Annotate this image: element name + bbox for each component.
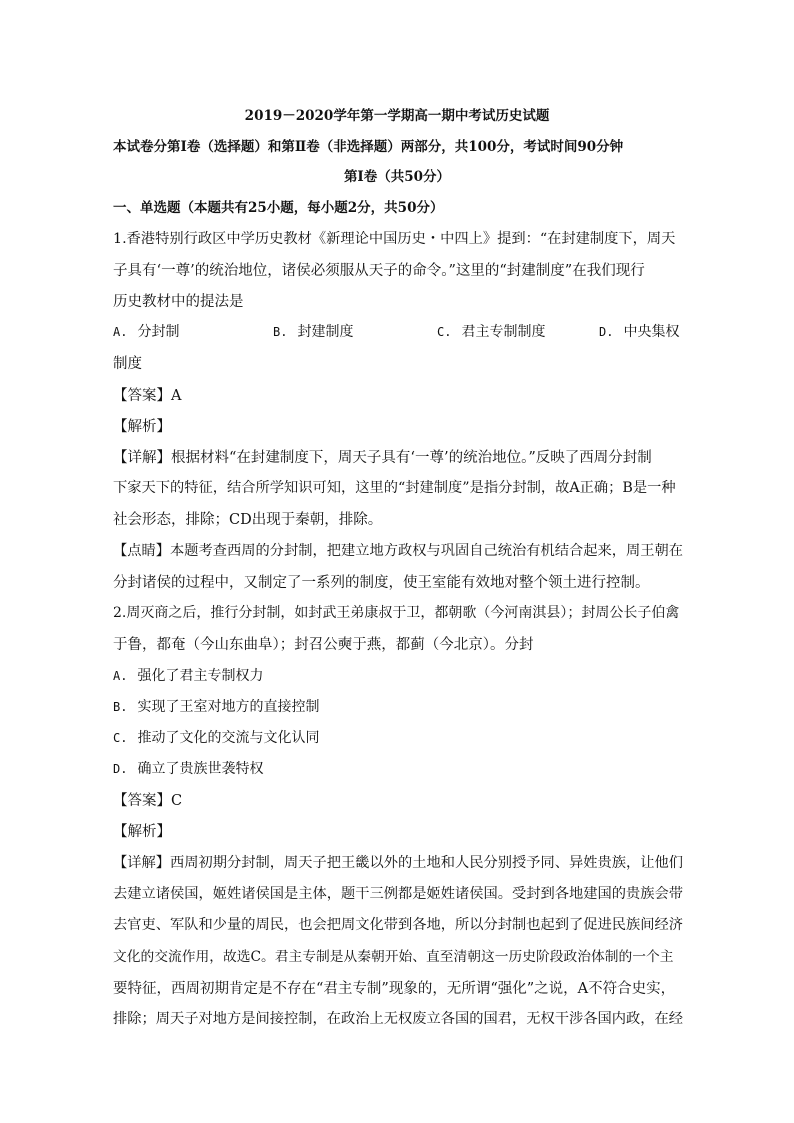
q2-option-a <box>113 665 263 685</box>
q2-stem-line: 于鲁，都奄（今山东曲阜）；封召公奭于燕，都蓟（今北京）。分封 <box>113 637 534 653</box>
q1-option-d-wrap: 制度 <box>113 356 142 372</box>
option-text: 推动了文化的交流与文化认同 <box>137 730 320 746</box>
q2-answer: 【答案】C <box>113 793 183 809</box>
q2-option-c <box>113 727 319 747</box>
q2-detail-line: 【详解】西周初期分封制，周天子把王畿以外的土地和人民分别授予同、异姓贵族，让他们 <box>113 855 684 871</box>
section-title: 第Ⅰ卷（共50分） <box>343 169 451 185</box>
option-text: 分封制 <box>137 324 180 340</box>
q2-stem-line: 2.周灭商之后，推行分封制，如封武王弟康叔于卫，都朝歌（今河南淇县）；封周公长子伯禽 <box>113 605 680 621</box>
q1-detail-line: 【详解】根据材料“在封建制度下，周天子具有‘一尊’的统治地位。”反映了西周分封制 <box>113 450 652 466</box>
q1-stem-line: 历史教材中的提法是 <box>113 294 244 310</box>
option-key: A. <box>113 669 128 683</box>
exam-title: 2019－2020学年第一学期高一期中考试历史试题 <box>244 108 550 124</box>
q1-option-a <box>113 321 179 341</box>
q1-analysis-label: 【解析】 <box>113 419 171 435</box>
q2-option-d <box>113 758 263 778</box>
q1-option-b <box>273 321 353 341</box>
option-text: 封建制度 <box>297 324 354 340</box>
q1-stem-line: 子具有‘一尊’的统治地位，诸侯必须服从天子的命令。”这里的“封建制度”在我们现行 <box>113 263 645 279</box>
part-heading: 一、单选题（本题共有25小题，每小题2分，共50分） <box>113 200 444 216</box>
option-text: 实现了王室对地方的直接控制 <box>137 699 320 715</box>
option-key: C. <box>437 325 452 339</box>
q1-stem-line: 1.香港特别行政区中学历史教材《新理论中国历史・中四上》提到：“在封建制度下，周天 <box>113 231 676 247</box>
q1-answer: 【答案】A <box>113 388 182 404</box>
q2-detail-line: 去建立诸侯国，姬姓诸侯国是主体，题干三例都是姬姓诸侯国。受封到各地建国的贵族会带 <box>113 886 684 902</box>
option-key: A. <box>113 325 128 339</box>
q1-point-line: 分封诸侯的过程中，又制定了一系列的制度，使王室能有效地对整个领土进行控制。 <box>113 575 650 591</box>
q2-detail-line: 排除；周天子对地方是间接控制，在政治上无权废立各国的国君，无权干涉各国内政，在经 <box>113 1011 684 1027</box>
q2-option-b <box>113 696 319 716</box>
q1-detail-line: 下家天下的特征，结合所学知识可知，这里的“封建制度”是指分封制，故A正确；B是一种 <box>113 480 676 496</box>
q2-detail-line: 去官吏、军队和少量的周民，也会把周文化带到各地，所以分封制也起到了促进民族间经济 <box>113 917 684 933</box>
q2-detail-line: 文化的交流作用，故选C。君主专制是从秦朝开始、直至清朝这一历史阶段政治体制的一个主 <box>113 949 674 965</box>
option-text: 君主专制制度 <box>461 324 546 340</box>
q1-option-d <box>599 321 679 341</box>
q2-detail-line: 要特征，西周初期肯定是不存在“君主专制”现象的，无所谓“强化”之说，A不符合史实， <box>113 981 676 997</box>
q2-analysis-label: 【解析】 <box>113 824 171 840</box>
q1-option-c <box>437 321 545 341</box>
option-key: D. <box>113 762 128 776</box>
q1-detail-line: 社会形态，排除；CD出现于秦朝，排除。 <box>113 512 383 528</box>
option-key: D. <box>599 325 614 339</box>
option-text: 确立了贵族世袭特权 <box>137 761 264 777</box>
option-text: 中央集权 <box>623 324 680 340</box>
q1-point-line: 【点睛】本题考查西周的分封制，把建立地方政权与巩固自己统治有机结合起来，周王朝在 <box>113 543 684 559</box>
option-key: B. <box>113 700 128 714</box>
option-text: 强化了君主专制权力 <box>137 668 264 684</box>
option-key: C. <box>113 731 128 745</box>
exam-subtitle: 本试卷分第Ⅰ卷（选择题）和第Ⅱ卷（非选择题）两部分，共100分，考试时间90分钟 <box>113 139 624 155</box>
option-key: B. <box>273 325 288 339</box>
